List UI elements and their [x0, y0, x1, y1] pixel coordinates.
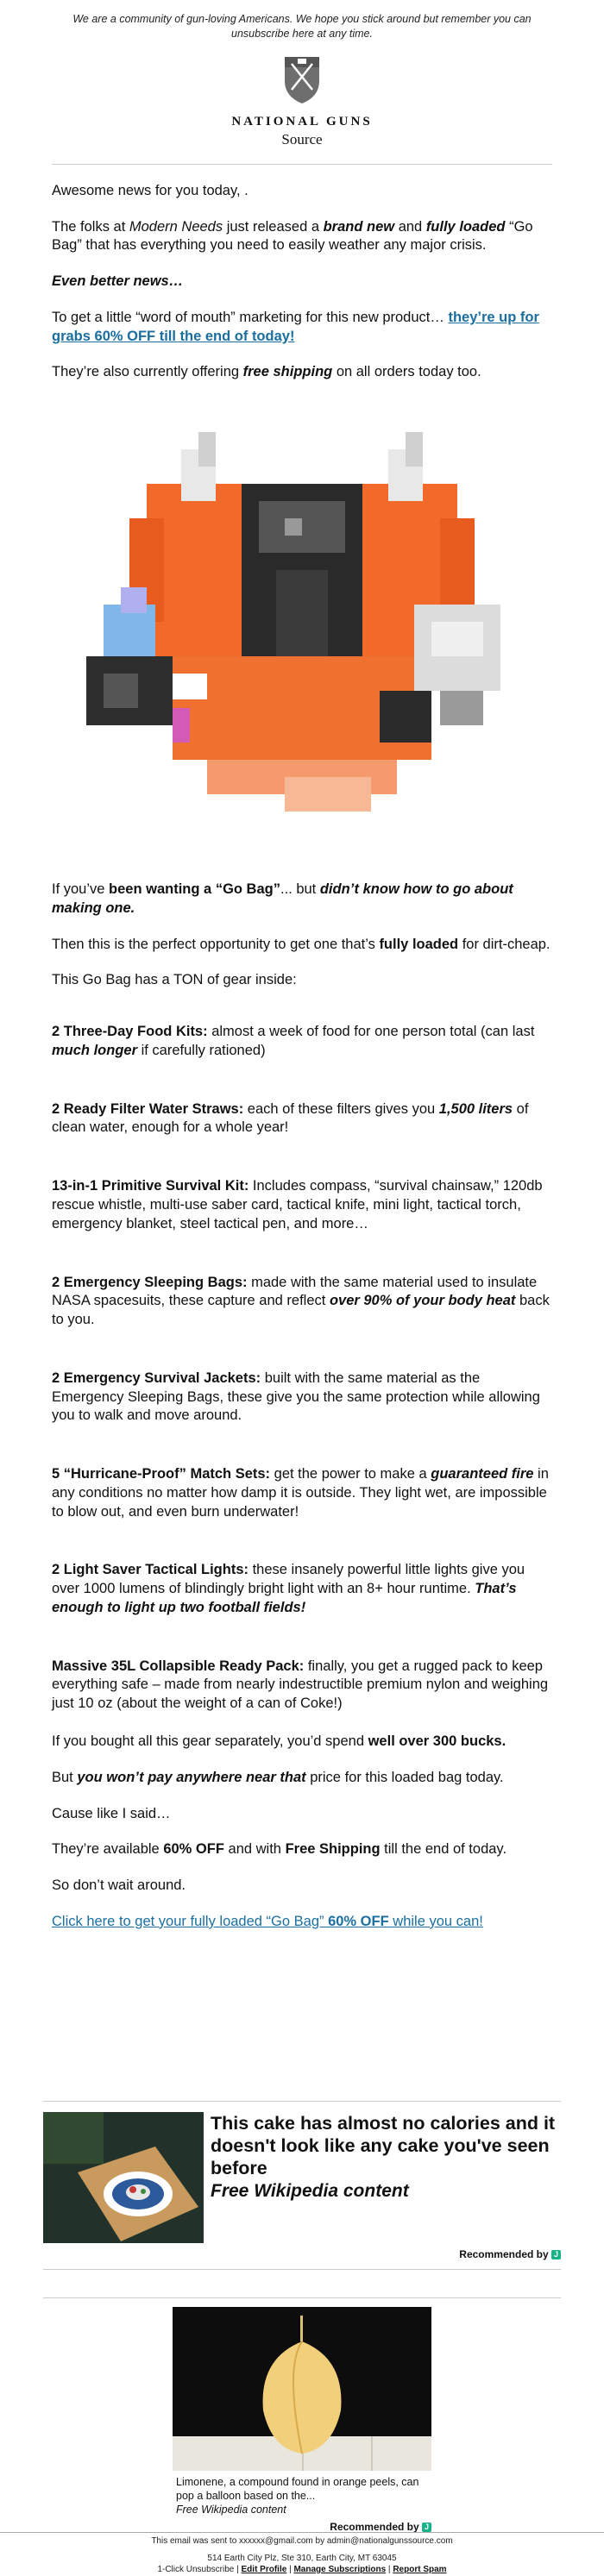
ad-block-1 — [43, 2101, 561, 2270]
item-food-kits: 2 Three-Day Food Kits: almost a week of food for one person total (can last much longer if carefully rationed) — [52, 1024, 535, 1058]
ad2-source: Free Wikipedia content — [176, 2503, 286, 2516]
offer-link[interactable]: they’re up for grabs 60% OFF till the end of today! — [52, 309, 539, 344]
ad1-headline[interactable]: This cake has almost no calories and it doesn't look like any cake you've seen before — [211, 2113, 556, 2179]
dont-wait-paragraph: So don’t wait around. — [52, 1877, 186, 1894]
recommended-by-1[interactable]: Recommended by J — [43, 2248, 561, 2260]
footer-address: 514 Earth City Plz, Ste 310, Earth City, MT 63045 — [207, 2553, 397, 2563]
divider — [52, 164, 552, 165]
intro-paragraph: The folks at Modern Needs just released a brand new and fully loaded “Go Bag” that has everything you need to easily weather any major crisis. — [52, 218, 533, 254]
unsubscribe-link[interactable]: 1-Click Unsubscribe — [157, 2565, 235, 2574]
offer-paragraph: To get a little “word of mouth” marketing for this new product… they’re up for grabs 60% OFF till the end of today! — [52, 309, 539, 344]
divider — [0, 2532, 604, 2533]
item-water-straws: 2 Ready Filter Water Straws: each of these filters gives you 1,500 liters of clean water, enough for a whole year! — [52, 1100, 529, 1136]
logo-title: NATIONAL GUNS — [231, 114, 373, 128]
ad1-source: Free Wikipedia content — [211, 2180, 409, 2201]
item-ready-pack: Massive 35L Collapsible Ready Pack: finally, you get a rugged pack to keep everything safe – made from nearly indestructible premium nylon and weighing just 10 oz (about the weight of a can of Coke!) — [52, 1658, 549, 1712]
discount-paragraph: But you won’t pay anywhere near that price for this loaded bag today. — [52, 1769, 504, 1785]
shipping-paragraph: They’re also currently offering free shipping on all orders today too. — [52, 364, 481, 380]
ad-card-limonene[interactable] — [173, 2307, 431, 2533]
go-bag-product-image[interactable] — [69, 398, 535, 863]
divider — [43, 2269, 561, 2270]
balloon-ad-image — [173, 2307, 431, 2471]
price-paragraph: If you bought all this gear separately, you’d spend well over 300 bucks. — [52, 1733, 506, 1750]
go-bag-intro: If you’ve been wanting a “Go Bag”... but didn’t know how to go about making one. — [52, 881, 513, 916]
availability-paragraph: They’re available 60% OFF and with Free Shipping till the end of today. — [52, 1841, 507, 1858]
recommended-by-2[interactable]: Recommended by J — [173, 2521, 431, 2533]
item-tactical-lights: 2 Light Saver Tactical Lights: these insanely powerful little lights give you over 1000 lumens of blindingly bright light with an 8+ hour runtime. That’s enough to light up two football fields! — [52, 1562, 525, 1615]
ad-block-2 — [43, 2297, 561, 2533]
ad-card-cake[interactable] — [43, 2112, 561, 2243]
ad2-caption[interactable]: Limonene, a compound found in orange peels, can pop a balloon based on the... — [176, 2476, 419, 2503]
gear-intro: This Go Bag has a TON of gear inside: — [52, 972, 297, 988]
shield-rifles-icon — [282, 55, 322, 105]
cake-ad-image — [43, 2112, 204, 2243]
footer-sent-to: This email was sent to xxxxxx@gmail.com by admin@nationalgunssource.com — [151, 2536, 453, 2546]
cause-paragraph: Cause like I said… — [52, 1805, 171, 1821]
cta-paragraph — [52, 1913, 552, 1932]
logo[interactable] — [0, 55, 604, 148]
item-survival-kit: 13-in-1 Primitive Survival Kit: Includes compass, “survival chainsaw,” 120db rescue whistle, multi-use saber card, tactical knife, mini light, tactical torch, emergency blanket, steel tactical pen, and more… — [52, 1178, 543, 1232]
edit-profile-link[interactable]: Edit Profile — [241, 2565, 287, 2574]
report-spam-link[interactable]: Report Spam — [393, 2565, 447, 2574]
even-better-heading: Even better news… — [52, 273, 184, 290]
cta-link[interactable]: Click here to get your fully loaded “Go Bag” 60% OFF while you can! — [52, 1913, 483, 1929]
divider — [43, 2101, 561, 2102]
divider — [43, 2297, 561, 2298]
logo-subtitle: Source — [281, 130, 323, 147]
recommender-logo-icon: J — [551, 2250, 561, 2259]
manage-subscriptions-link[interactable]: Manage Subscriptions — [293, 2565, 387, 2574]
top-note: We are a community of gun-loving Americans. We hope you stick around but remember you can unsubscribe here at any time. — [72, 13, 532, 40]
item-survival-jackets: 2 Emergency Survival Jackets: built with the same material as the Emergency Sleeping Bags, these give you the same protection while allowing you to walk and move around. — [52, 1369, 540, 1424]
footer — [0, 2532, 604, 2576]
greeting: Awesome news for you today, . — [52, 182, 249, 198]
recommender-logo-icon: J — [422, 2523, 431, 2532]
footer-links: 1-Click Unsubscribe | Edit Profile | Manage Subscriptions | Report Spam — [157, 2565, 447, 2574]
item-match-sets: 5 “Hurricane-Proof” Match Sets: get the power to make a guaranteed fire in any conditions no matter how damp it is outside. They light wet, are impossible to blow out, and even burn underwater! — [52, 1466, 549, 1520]
item-sleeping-bags: 2 Emergency Sleeping Bags: made with the same material used to insulate NASA spacesuits, these capture and reflect over 90% of your body heat back to you. — [52, 1274, 550, 1328]
opportunity-paragraph: Then this is the perfect opportunity to get one that’s fully loaded for dirt-cheap. — [52, 936, 551, 952]
